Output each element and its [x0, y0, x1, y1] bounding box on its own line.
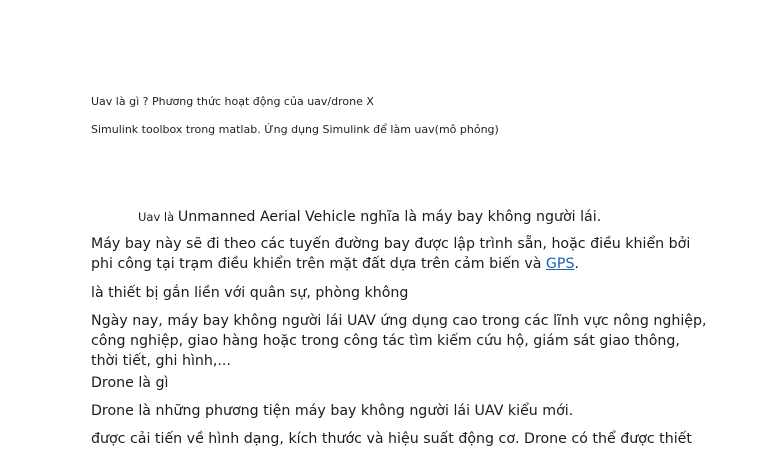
paragraph-drone-definition: Drone là những phương tiện máy bay không người lái UAV kiểu mới. [91, 403, 574, 419]
paragraph-uav-definition [138, 207, 758, 227]
paragraph-uav-lead: Uav là [138, 210, 178, 224]
heading-line-2: Simulink toolbox trong matlab. Ứng dụng Simulink để làm uav(mô phỏng) [91, 123, 499, 136]
paragraph-drone-improvements: được cải tiến về hình dạng, kích thước và hiệu suất động cơ. Drone có thể được thiết [91, 431, 692, 447]
paragraph-flight-routes-text: Máy bay này sẽ đi theo các tuyến đường bay được lập trình sẵn, hoặc điều khiển bởi phi công tại trạm điều khiển trên mặt đất dựa trên cảm biến và [91, 236, 691, 272]
gps-link[interactable]: GPS [545, 256, 575, 272]
paragraph-uav-rest: Unmanned Aerial Vehicle nghĩa là máy bay không người lái. [177, 209, 602, 225]
paragraph-flight-routes [91, 234, 711, 274]
heading-line-1: Uav là gì ? Phương thức hoạt động của uav/drone X [91, 95, 374, 108]
paragraph-applications: Ngày nay, máy bay không người lái UAV ứng dụng cao trong các lĩnh vực nông nghiệp, công nghiệp, giao hàng hoặc trong công tác tìm kiếm cứu hộ, giám sát giao thông, thời tiết, ghi hình,... [91, 313, 707, 369]
paragraph-drone-heading: Drone là gì [91, 375, 169, 391]
paragraph-flight-routes-end: . [574, 256, 579, 272]
paragraph-military: là thiết bị gắn liền với quân sự, phòng không [91, 285, 409, 301]
